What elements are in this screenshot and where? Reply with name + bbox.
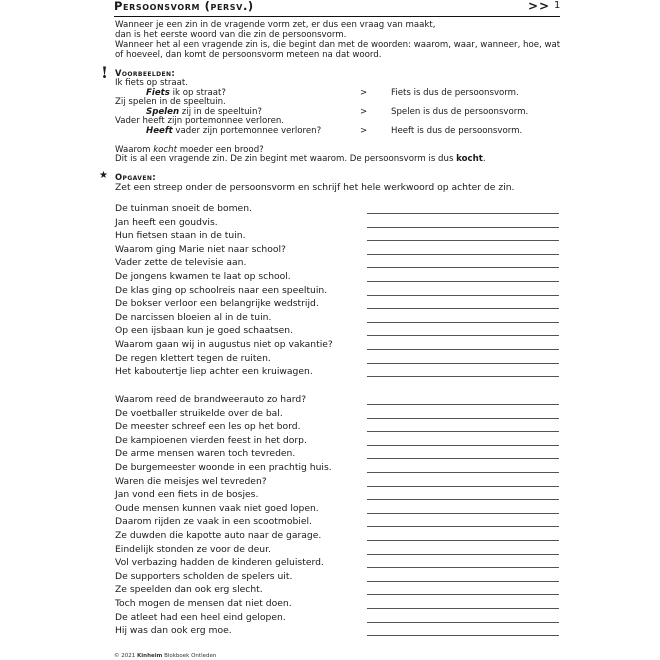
- exercise-sentence: Oude mensen kunnen vaak niet goed lopen.: [115, 502, 319, 514]
- exercise-sentence: Ze speelden dan ook erg slecht.: [115, 584, 263, 596]
- exercise-sentence: De tuinman snoeit de bomen.: [115, 203, 252, 214]
- answer-line[interactable]: [367, 335, 559, 336]
- exercise-sentence: De arme mensen waren toch tevreden.: [115, 448, 296, 460]
- exercise-sentence: De meester schreef een les op het bord.: [115, 421, 301, 433]
- answer-line[interactable]: [367, 308, 559, 309]
- exercise-sentence: Hij was dan ook erg moe.: [115, 625, 232, 637]
- example-wh-question: Waarom kocht moeder een brood?: [115, 145, 264, 155]
- exercise-sentence: Hun fietsen staan in de tuin.: [115, 230, 246, 242]
- answer-line[interactable]: [367, 376, 559, 377]
- page-number: 1: [554, 0, 561, 11]
- exercise-sentence: Het kaboutertje liep achter een kruiwagen.: [115, 366, 313, 378]
- page-title: Persoonsvorm (persv.): [114, 0, 254, 13]
- exercise-sentence: De supporters scholden de spelers uit.: [115, 570, 293, 582]
- answer-line[interactable]: [367, 431, 559, 432]
- answer-line[interactable]: [367, 445, 559, 446]
- answer-line[interactable]: [367, 363, 559, 364]
- answer-line[interactable]: [367, 322, 559, 323]
- intro-line: of hoeveel, dan komt de persoonsvorm meteen na dat woord.: [115, 50, 382, 60]
- exercise-sentence: Jan heeft een goudvis.: [115, 216, 218, 228]
- answer-line[interactable]: [367, 513, 559, 514]
- exercise-sentence: Waarom reed de brandweerauto zo hard?: [115, 394, 307, 405]
- answer-line[interactable]: [367, 295, 559, 296]
- next-arrows: >>: [528, 0, 551, 13]
- example-note: Dit is al een vragende zin. De zin begint met waarom. De persoonsvorm is dus kocht.: [115, 154, 486, 164]
- arrow-sign: >: [360, 126, 368, 136]
- star-icon: ★: [99, 170, 108, 181]
- answer-line[interactable]: [367, 499, 559, 500]
- example-result: Heeft is dus de persoonsvorm.: [391, 126, 523, 136]
- exercise-sentence: Waarom ging Marie niet naar school?: [115, 243, 286, 255]
- answer-line[interactable]: [367, 635, 559, 636]
- page-header: [114, 0, 560, 17]
- exercise-sentence: Vol verbazing hadden de kinderen geluisterd.: [115, 557, 324, 569]
- exercise-sentence: Ze duwden die kapotte auto naar de garage.: [115, 530, 322, 541]
- arrow-sign: >: [360, 88, 368, 98]
- exercise-sentence: Waren die meisjes wel tevreden?: [115, 475, 267, 487]
- assignments-heading: Opgaven:: [115, 172, 156, 182]
- answer-line[interactable]: [367, 608, 559, 609]
- answer-line[interactable]: [367, 594, 559, 595]
- examples-heading: Voorbeelden:: [115, 68, 176, 78]
- exercise-sentence: Toch mogen de mensen dat niet doen.: [115, 598, 292, 609]
- exercise-sentence: Daarom rijden ze vaak in een scootmobiel.: [115, 516, 312, 528]
- exercise-sentence: De atleet had een heel eind gelopen.: [115, 611, 286, 623]
- exercise-sentence: De kampioenen vierden feest in het dorp.: [115, 434, 307, 446]
- answer-line[interactable]: [367, 567, 559, 568]
- answer-line[interactable]: [367, 486, 559, 487]
- example-statement: Zij spelen in de speeltuin.: [115, 97, 226, 107]
- answer-line[interactable]: [367, 281, 559, 282]
- example-question: Fiets ik op straat?: [146, 88, 226, 98]
- exercise-sentence: De regen klettert tegen de ruiten.: [115, 352, 271, 364]
- answer-line[interactable]: [367, 267, 559, 268]
- example-result: Spelen is dus de persoonsvorm.: [391, 107, 529, 117]
- exercise-sentence: De voetballer struikelde over de bal.: [115, 407, 283, 419]
- exercise-sentence: Waarom gaan wij in augustus niet op vakantie?: [115, 339, 333, 350]
- example-pv: Spelen: [146, 107, 180, 117]
- exercise-sentence: Vader zette de televisie aan.: [115, 257, 247, 269]
- exercise-sentence: De bokser verloor een belangrijke wedstrijd.: [115, 298, 319, 310]
- answer-line[interactable]: [367, 418, 559, 419]
- example-statement: Vader heeft zijn portemonnee verloren.: [115, 116, 285, 126]
- example-question: Spelen zij in de speeltuin?: [146, 107, 262, 117]
- exclamation-icon: !: [101, 63, 109, 82]
- exercise-sentence: Op een ijsbaan kun je goed schaatsen.: [115, 325, 294, 337]
- assignment-instruction: Zet een streep onder de persoonsvorm en schrijf het hele werkwoord op achter de zin.: [115, 182, 515, 193]
- intro-line: Wanneer je een zin in de vragende vorm zet, er dus een vraag van maakt,: [115, 20, 436, 30]
- footer: © 2021 Kinheim Blokboek Ontleden: [114, 653, 217, 659]
- example-pv: Fiets: [146, 88, 170, 98]
- exercise-sentence: Eindelijk stonden ze voor de deur.: [115, 543, 271, 555]
- exercise-sentence: De burgemeester woonde in een prachtig huis.: [115, 462, 332, 473]
- answer-line[interactable]: [367, 458, 559, 459]
- example-question: Heeft vader zijn portemonnee verloren?: [146, 126, 322, 136]
- answer-line[interactable]: [367, 526, 559, 527]
- example-result: Fiets is dus de persoonsvorm.: [391, 88, 519, 98]
- answer-line[interactable]: [367, 622, 559, 623]
- exercise-sentence: Jan vond een fiets in de bosjes.: [115, 489, 259, 501]
- answer-line[interactable]: [367, 213, 559, 214]
- answer-line[interactable]: [367, 240, 559, 241]
- answer-line[interactable]: [367, 540, 559, 541]
- intro-line: Wanneer het al een vragende zin is, die begint dan met de woorden: waarom, waar, wanneer, hoe, wat: [115, 40, 561, 50]
- exercise-sentence: De narcissen bloeien al in de tuin.: [115, 311, 272, 323]
- answer-line[interactable]: [367, 554, 559, 555]
- answer-line[interactable]: [367, 254, 559, 255]
- exercise-sentence: De klas ging op schoolreis naar een speeltuin.: [115, 284, 328, 296]
- brand-name: Kinheim: [137, 653, 163, 659]
- answer-line[interactable]: [367, 581, 559, 582]
- exercise-sentence: De jongens kwamen te laat op school.: [115, 271, 291, 282]
- example-pv: Heeft: [146, 126, 173, 136]
- answer-line[interactable]: [367, 349, 559, 350]
- example-statement: Ik fiets op straat.: [115, 78, 188, 88]
- intro-line: dan is het eerste woord van die zin de persoonsvorm.: [115, 30, 347, 40]
- answer-line[interactable]: [367, 227, 559, 228]
- answer-line[interactable]: [367, 472, 559, 473]
- answer-line[interactable]: [367, 404, 559, 405]
- arrow-sign: >: [360, 107, 368, 117]
